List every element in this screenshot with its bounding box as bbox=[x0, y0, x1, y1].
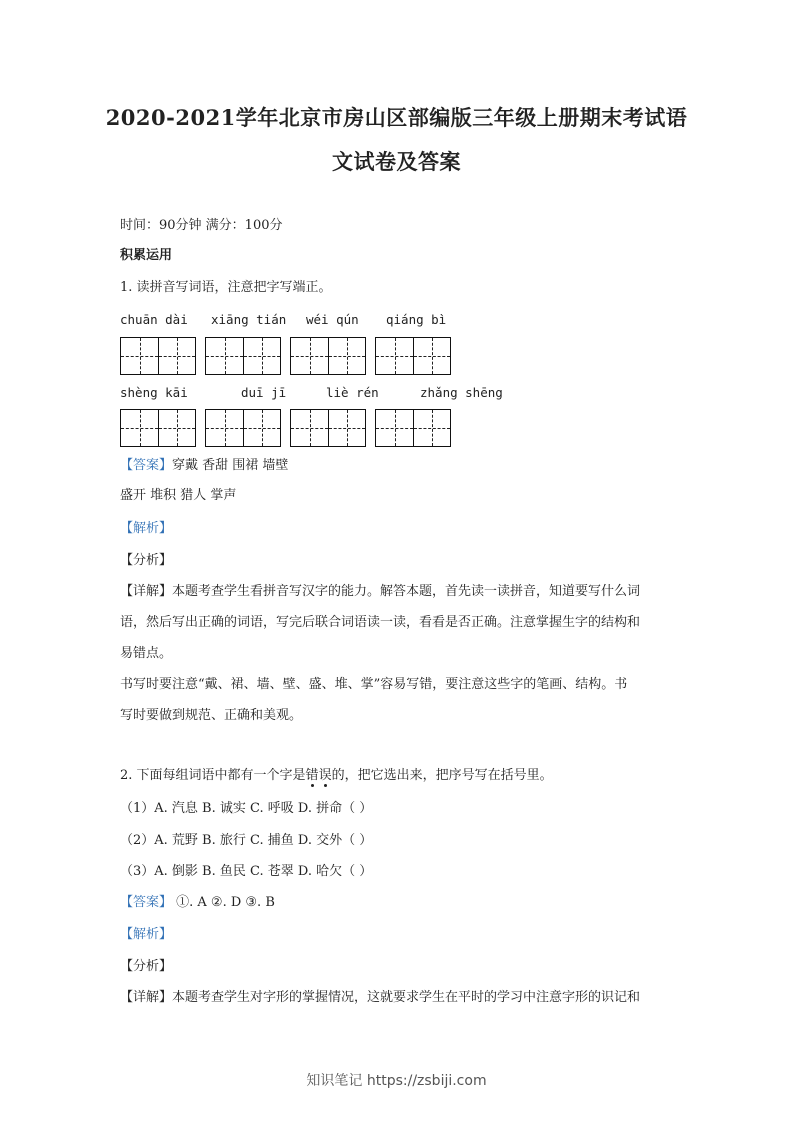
emphasis-char: 误 bbox=[318, 768, 332, 783]
pinyin-6: duī jī bbox=[241, 385, 287, 400]
writing-grid[interactable] bbox=[375, 337, 451, 375]
answer-tag: 【答案】 bbox=[120, 895, 173, 910]
pinyin-3: wéi qún bbox=[306, 312, 359, 327]
q1-fenxi-tag: 【分析】 bbox=[120, 553, 173, 568]
question-2-prompt bbox=[120, 767, 553, 785]
detail-tag: 【详解】 bbox=[120, 990, 173, 1005]
pinyin-2: xiāng tián bbox=[211, 312, 287, 327]
q1-jiexi-tag: 【解析】 bbox=[120, 521, 173, 536]
prompt-part: 2. 下面每组词语中都有一个字是 bbox=[120, 768, 306, 783]
writing-grid[interactable] bbox=[120, 409, 196, 447]
q1-answer bbox=[120, 457, 288, 475]
answer-tag: 【答案】 bbox=[120, 458, 173, 473]
emphasis-char: 错 bbox=[305, 768, 319, 783]
q1-answer-line2: 盛开 堆积 猎人 掌声 bbox=[120, 488, 237, 503]
prompt-part: 的，把它选出来，把序号写在括号里。 bbox=[331, 768, 553, 783]
q2-fenxi-tag: 【分析】 bbox=[120, 959, 173, 974]
q2-answer bbox=[120, 894, 275, 912]
pinyin-7: liè rén bbox=[326, 385, 379, 400]
detail-text: 本题考查学生看拼音写汉字的能力。解答本题，首先读一读拼音，知道要写什么词 bbox=[172, 584, 641, 599]
site-footer: 知识笔记 https://zsbiji.com bbox=[306, 1073, 487, 1089]
pinyin-1: chuān dài bbox=[120, 312, 188, 327]
answer-text: 穿戴 香甜 围裙 墙壁 bbox=[172, 458, 289, 473]
question-1-prompt: 1. 读拼音写词语，注意把字写端正。 bbox=[120, 280, 332, 295]
detail-text: 本题考查学生对字形的掌握情况，这就要求学生在平时的学习中注意字形的识记和 bbox=[172, 990, 641, 1005]
pinyin-4: qiáng bì bbox=[386, 312, 447, 327]
writing-grid[interactable] bbox=[120, 337, 196, 375]
q1-detail-line4: 书写时要注意“戴、裙、墙、壁、盛、堆、掌”容易写错，要注意这些字的笔画、结构。书 bbox=[120, 677, 628, 692]
q2-item-3: （3）A. 倒影 B. 鱼民 C. 苍翠 D. 哈欠（ ） bbox=[120, 864, 373, 879]
q1-detail-line3: 易错点。 bbox=[120, 646, 173, 661]
q2-detail bbox=[120, 989, 640, 1007]
section-heading: 积累运用 bbox=[120, 248, 173, 263]
q1-detail-line2: 语，然后写出正确的词语，写完后联合词语读一读，看看是否正确。注意掌握生字的结构和 bbox=[120, 615, 641, 630]
writing-grid[interactable] bbox=[205, 409, 281, 447]
document-title-line1: 2020-2021学年北京市房山区部编版三年级上册期末考试语 bbox=[105, 105, 688, 130]
q2-jiexi-tag: 【解析】 bbox=[120, 927, 173, 942]
writing-grid[interactable] bbox=[290, 337, 366, 375]
answer-text: ①. A ②. D ③. B bbox=[172, 895, 275, 910]
q2-item-1: （1）A. 汽息 B. 诚实 C. 呼吸 D. 拼命（ ） bbox=[120, 801, 373, 816]
document-title-line2: 文试卷及答案 bbox=[332, 149, 461, 174]
exam-meta: 时间：90分钟 满分：100分 bbox=[120, 218, 283, 233]
q1-detail-line5: 写时要做到规范、正确和美观。 bbox=[120, 708, 303, 723]
writing-grid[interactable] bbox=[375, 409, 451, 447]
pinyin-8: zhǎng shēng bbox=[420, 385, 503, 400]
pinyin-5: shèng kāi bbox=[120, 385, 188, 400]
q1-detail bbox=[120, 583, 640, 601]
detail-tag: 【详解】 bbox=[120, 584, 173, 599]
q2-item-2: （2）A. 荒野 B. 旅行 C. 捕鱼 D. 交外（ ） bbox=[120, 833, 373, 848]
writing-grid[interactable] bbox=[205, 337, 281, 375]
writing-grid[interactable] bbox=[290, 409, 366, 447]
